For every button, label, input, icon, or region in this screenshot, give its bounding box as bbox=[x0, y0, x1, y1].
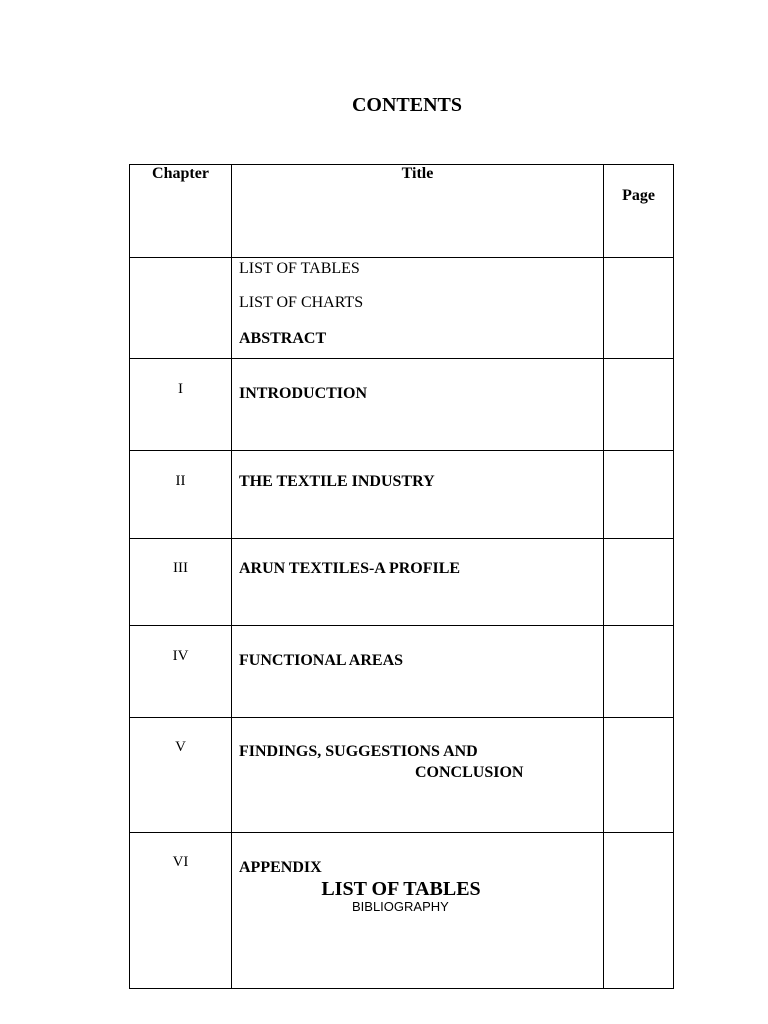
contents-heading: CONTENTS bbox=[351, 94, 463, 116]
table-row bbox=[130, 833, 674, 989]
page-cell bbox=[604, 626, 674, 718]
contents-table bbox=[129, 164, 674, 989]
chapter-title-continuation: CONCLUSION bbox=[415, 764, 524, 781]
title-cell bbox=[232, 258, 604, 359]
front-matter-abstract: ABSTRACT bbox=[239, 330, 327, 347]
page-cell bbox=[604, 451, 674, 539]
column-header-chapter: Chapter bbox=[130, 165, 232, 258]
page-cell bbox=[604, 718, 674, 833]
chapter-title: INTRODUCTION bbox=[239, 385, 368, 402]
chapter-title: FUNCTIONAL AREAS bbox=[239, 652, 404, 669]
chapter-number: II bbox=[130, 451, 232, 539]
page-cell bbox=[604, 833, 674, 989]
table-row bbox=[130, 626, 674, 718]
column-header-page: Page bbox=[604, 165, 674, 258]
table-row-front-matter bbox=[130, 258, 674, 359]
chapter-cell bbox=[130, 258, 232, 359]
front-matter-list-of-tables: LIST OF TABLES bbox=[239, 260, 360, 277]
chapter-number: I bbox=[130, 359, 232, 451]
table-row bbox=[130, 359, 674, 451]
chapter-title: THE TEXTILE INDUSTRY bbox=[239, 473, 435, 490]
table-header-row bbox=[130, 165, 674, 258]
chapter-title: ARUN TEXTILES-A PROFILE bbox=[239, 560, 461, 577]
table-row bbox=[130, 539, 674, 626]
title-cell bbox=[232, 718, 604, 833]
page-cell bbox=[604, 258, 674, 359]
list-of-tables-heading: LIST OF TABLES bbox=[321, 878, 481, 900]
chapter-number: IV bbox=[130, 626, 232, 718]
page-cell bbox=[604, 359, 674, 451]
table-row bbox=[130, 718, 674, 833]
title-cell bbox=[232, 539, 604, 626]
title-cell bbox=[232, 359, 604, 451]
front-matter-list-of-charts: LIST OF CHARTS bbox=[239, 294, 364, 311]
chapter-title: FINDINGS, SUGGESTIONS AND bbox=[239, 743, 478, 760]
title-cell bbox=[232, 833, 604, 989]
title-cell bbox=[232, 451, 604, 539]
chapter-number: V bbox=[130, 718, 232, 833]
bibliography-entry: BIBLIOGRAPHY bbox=[352, 899, 449, 914]
page-cell bbox=[604, 539, 674, 626]
chapter-number: III bbox=[130, 539, 232, 626]
title-cell bbox=[232, 626, 604, 718]
table-row bbox=[130, 451, 674, 539]
chapter-number: VI bbox=[130, 833, 232, 989]
column-header-title: Title bbox=[232, 165, 604, 258]
chapter-title: APPENDIX bbox=[239, 859, 322, 876]
